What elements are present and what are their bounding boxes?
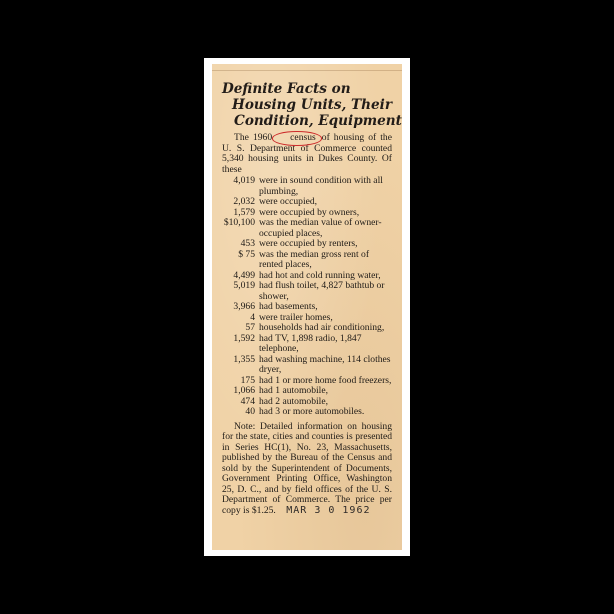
statistic-number: 3,966: [233, 301, 255, 312]
statistic-number: 4,499: [233, 269, 255, 281]
statistic-row: [222, 197, 392, 208]
statistic-description: were occupied by owners,: [259, 206, 360, 218]
statistic-row: [222, 302, 392, 313]
statistic-description: had 1 or more home food freezers,: [259, 374, 392, 386]
statistic-description: were trailer homes,: [259, 311, 333, 323]
statistic-row: [222, 239, 392, 250]
statistic-row: [222, 323, 392, 334]
intro-paragraph: [222, 133, 392, 175]
statistic-number: 1,592: [233, 332, 255, 344]
statistic-row: [222, 407, 392, 418]
statistic-number: $10,100: [223, 217, 255, 228]
statistic-number: 2,032: [233, 196, 255, 207]
statistic-number: 1,355: [233, 353, 255, 365]
statistic-description: was the median value of owner-occupied places,: [259, 217, 382, 239]
statistic-row: [222, 218, 392, 239]
statistic-number: 4: [250, 311, 255, 323]
headline-line-3: Condition, Equipment: [234, 113, 402, 129]
statistic-number: 474: [240, 395, 255, 407]
statistic-number: 1,066: [233, 385, 255, 396]
statistic-number: 4,019: [233, 175, 255, 186]
statistic-number: 1,579: [233, 206, 255, 218]
clipping-mat: [204, 58, 410, 556]
article-body: [222, 133, 392, 516]
statistic-description: were occupied by renters,: [259, 238, 358, 249]
statistics-list: [222, 176, 392, 418]
statistic-row: [222, 281, 392, 302]
headline: [222, 81, 402, 129]
statistic-number: $ 75: [238, 248, 255, 260]
statistic-description: were in sound condition with all plumbing,: [259, 175, 383, 197]
date-stamp: MAR 3 0 1962: [286, 504, 371, 516]
statistic-number: 40: [245, 406, 255, 417]
statistic-number: 5,019: [233, 280, 255, 291]
statistic-description: had hot and cold running water,: [259, 269, 381, 281]
circled-word: census: [276, 133, 318, 144]
statistic-row: [222, 334, 392, 355]
fold-line: [212, 70, 402, 71]
statistic-description: had washing machine, 114 clothes dryer,: [259, 353, 391, 375]
statistic-number: 453: [240, 238, 255, 249]
statistic-description: had 1 automobile,: [259, 385, 329, 396]
statistic-row: [222, 176, 392, 197]
statistic-row: [222, 386, 392, 397]
headline-line-2: Housing Units, Their: [232, 97, 393, 113]
statistic-number: 175: [240, 374, 255, 386]
statistic-description: were occupied,: [259, 196, 318, 207]
statistic-description: had basements,: [259, 301, 318, 312]
statistic-row: [222, 355, 392, 376]
statistic-description: was the median gross rent of rented places,: [259, 248, 370, 270]
statistic-description: had 2 automobile,: [259, 395, 329, 407]
statistic-description: households had air conditioning,: [259, 322, 385, 333]
statistic-number: 57: [245, 322, 255, 333]
note-text: Note: Detailed information on housing for the state, cities and counties is presented in Series HC(1), No. 23, Massachusetts, published by the Bureau of the Census and sold by the Superintendent of Documents, Government Printing Office, Washington 25, D. C., and by field offices of the U. S. Department of Commerce. The price per copy is $1.25.: [222, 420, 392, 516]
note-paragraph: [222, 422, 392, 517]
headline-line-1: Definite Facts on: [222, 81, 351, 97]
statistic-description: had TV, 1,898 radio, 1,847 telephone,: [259, 332, 362, 354]
statistic-row: [222, 250, 392, 271]
intro-text-before: The 1960: [234, 132, 273, 143]
statistic-description: had flush toilet, 4,827 bathtub or shower,: [259, 280, 385, 302]
statistic-description: had 3 or more automobiles.: [259, 406, 365, 417]
intro-text-after: of housing of the U. S. Department of Commerce counted 5,340 housing units in Dukes County. Of these: [222, 132, 392, 175]
newspaper-clipping: [212, 64, 402, 550]
